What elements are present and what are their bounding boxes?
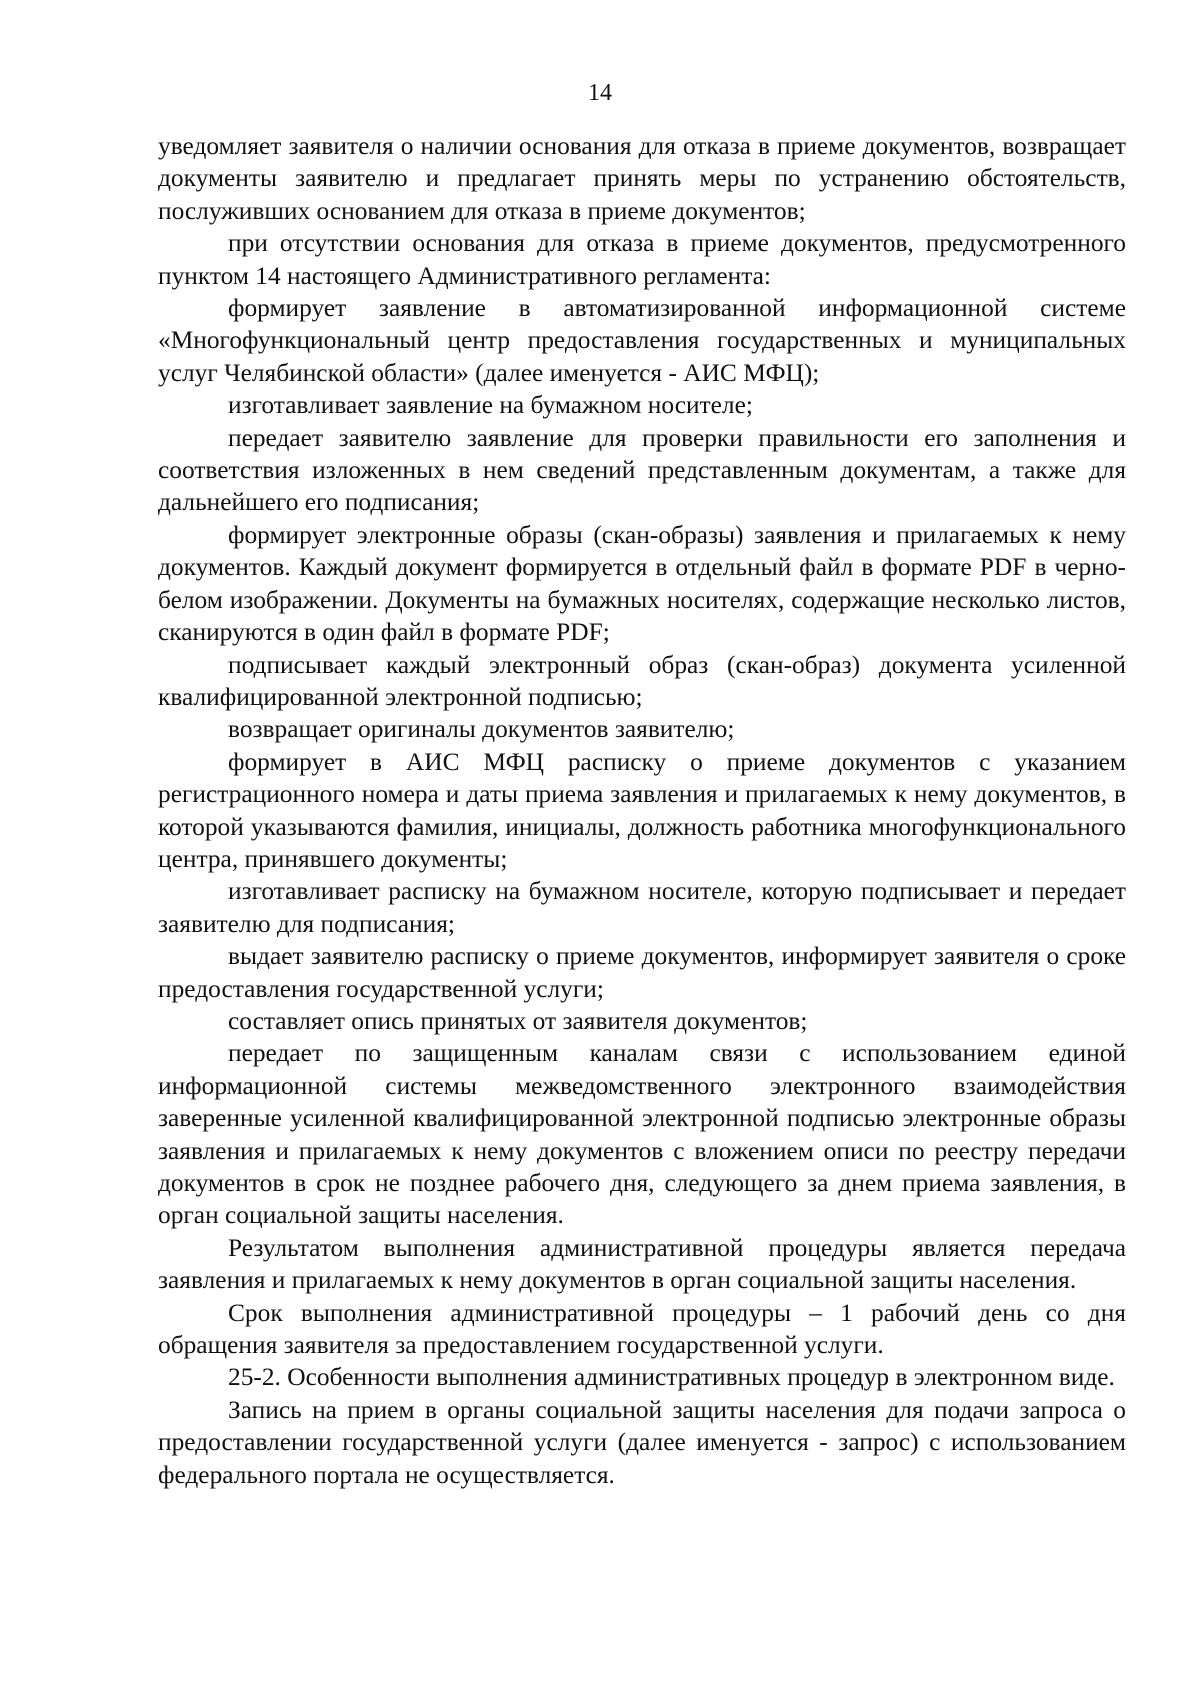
paragraph-5: передает заявителю заявление для проверки правильности его заполнения и соответствия изложенных в нем сведений представленным документам, а также для дальнейшего его подписания;: [158, 423, 1126, 517]
paragraph-6: формирует электронные образы (скан-образы) заявления и прилагаемых к нему документов. Каждый документ формируется в отдельный файл в формате PDF в черно-белом изображении. Документы на бумажных носителях, содержащие несколько листов, сканируются в один файл в формате PDF;: [158, 520, 1126, 647]
paragraph-12: составляет опись принятых от заявителя документов;: [228, 1006, 808, 1035]
paragraph-4: изготавливает заявление на бумажном носителе;: [228, 391, 753, 420]
paragraph-2: при отсутствии основания для отказа в приеме документов, предусмотренного пунктом 14 настоящего Административного регламента:: [158, 229, 1126, 290]
paragraph-1: уведомляет заявителя о наличии основания для отказа в приеме документов, возвращает документы заявителю и предлагает принять меры по устранению обстоятельств, послуживших основанием для отказа в приеме документов;: [158, 132, 1126, 225]
paragraph-3: формирует заявление в автоматизированной информационной системе «Многофункциональный центр предоставления государственных и муниципальных услуг Челябинской области» (далее именуется - АИС МФЦ);: [158, 294, 1126, 387]
paragraph-11: выдает заявителю расписку о приеме документов, информирует заявителя о сроке предоставления государственной услуги;: [158, 942, 1126, 1003]
page-number: 14: [588, 80, 612, 106]
paragraph-16: 25-2. Особенности выполнения административных процедур в электронном виде.: [228, 1363, 1115, 1392]
document-body: [158, 130, 1126, 1491]
paragraph-14: Результатом выполнения административной процедуры является передача заявления и прилагаемых к нему документов в орган социальной защиты населения.: [158, 1233, 1126, 1295]
paragraph-10: изготавливает расписку на бумажном носителе, которую подписывает и передает заявителю для подписания;: [158, 877, 1126, 938]
paragraph-13: передает по защищенным каналам связи с использованием единой информационной системы межведомственного электронного взаимодействия заверенные усиленной квалифицированной электронной подписью электронные образы заявления и прилагаемых к нему документов с вложением описи по реестру передачи документов в срок не позднее рабочего дня, следующего за днем приема заявления, в орган социальной защиты населения.: [158, 1039, 1126, 1230]
paragraph-9: формирует в АИС МФЦ расписку о приеме документов с указанием регистрационного номера и даты приема заявления и прилагаемых к нему документов, в которой указываются фамилия, инициалы, должность работника многофункционального центра, принявшего документы;: [158, 747, 1126, 873]
paragraph-17: Запись на прием в органы социальной защиты населения для подачи запроса о предоставлении государственной услуги (далее именуется - запрос) с использованием федерального портала не осуществляется.: [158, 1395, 1126, 1489]
paragraph-7: подписывает каждый электронный образ (скан-образ) документа усиленной квалифицированной электронной подписью;: [158, 650, 1126, 711]
paragraph-8: возвращает оригиналы документов заявителю;: [228, 715, 735, 744]
paragraph-15: Срок выполнения административной процедуры – 1 рабочий день со дня обращения заявителя за предоставлением государственной услуги.: [158, 1298, 1126, 1360]
